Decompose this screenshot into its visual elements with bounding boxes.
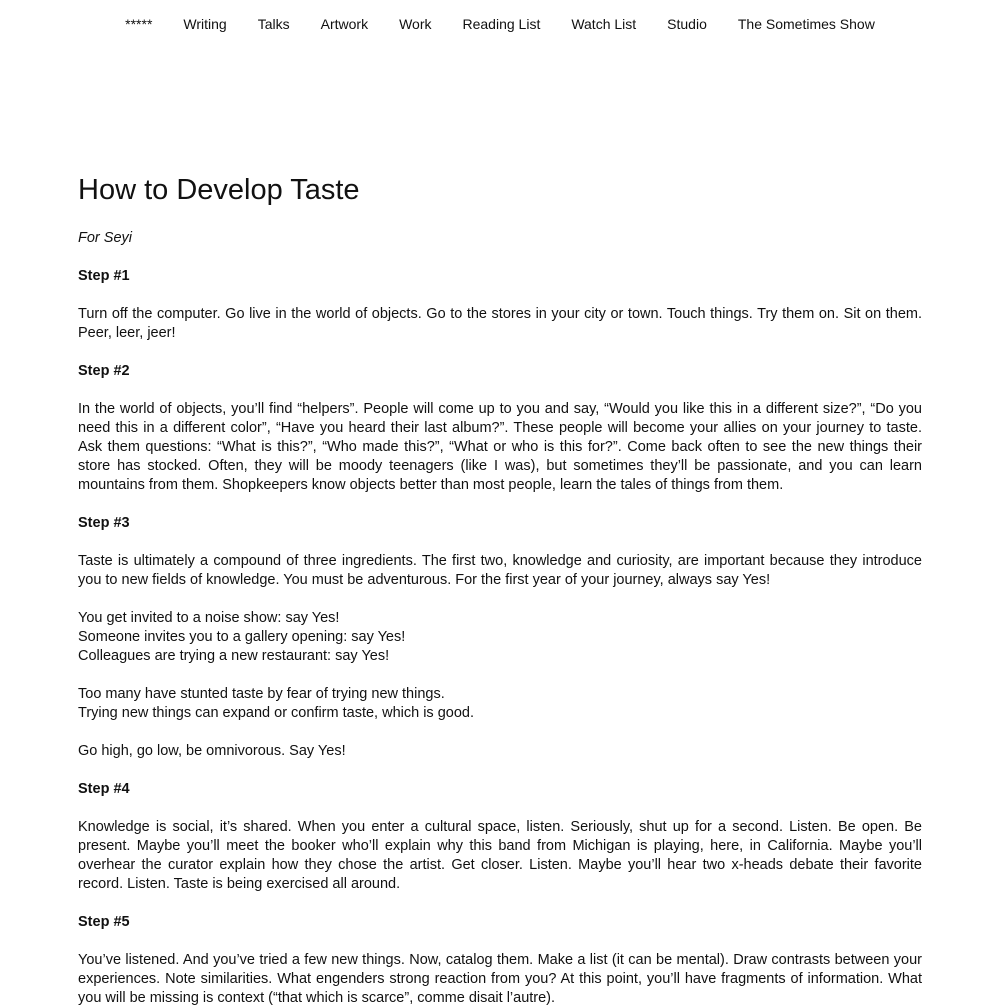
step-1-paragraph: Turn off the computer. Go live in the world of objects. Go to the stores in your city or town. Touch things. Try them on. Sit on them. Peer, leer, jeer! — [78, 306, 922, 341]
nav-link-reading-list[interactable]: Reading List — [462, 16, 541, 32]
article — [78, 170, 922, 1008]
say-yes-line: Colleagues are trying a new restaurant: say Yes! — [78, 648, 390, 664]
new-things-line: Trying new things can expand or confirm taste, which is good. — [78, 705, 474, 721]
step-3-paragraph: Taste is ultimately a compound of three ingredients. The first two, knowledge and curiosity, are important because they introduce you to new fields of knowledge. You must be adventurous. For the first year of your journey, always say Yes! — [78, 553, 922, 588]
step-5-paragraph: You’ve listened. And you’ve tried a few new things. Now, catalog them. Make a list (it can be mental). Draw contrasts between your experiences. Note similarities. What engenders strong reaction from you? At this point, you’ll have fragments of information. What you will be missing is context (“that which is scarce”, comme disait l’autre). — [78, 952, 922, 1006]
nav-link-artwork[interactable]: Artwork — [320, 16, 369, 32]
dedication: For Seyi — [78, 230, 132, 246]
nav-link-watch-list[interactable]: Watch List — [571, 16, 637, 32]
new-things-line: Too many have stunted taste by fear of trying new things. — [78, 686, 445, 702]
page-title: How to Develop Taste — [78, 174, 360, 206]
step-3-heading: Step #3 — [78, 515, 130, 531]
say-yes-line: You get invited to a noise show: say Yes! — [78, 610, 340, 626]
nav-link-writing[interactable]: Writing — [183, 16, 227, 32]
step-5-heading: Step #5 — [78, 914, 130, 930]
new-things-lines — [78, 685, 922, 723]
say-yes-list — [78, 609, 922, 666]
step-2-paragraph: In the world of objects, you’ll find “helpers”. People will come up to you and say, “Would you like this in a different size?”, “Do you need this in a different color”, “Have you heard their last album?”. These people will become your allies on your journey to taste. Ask them questions: “What is this?”, “Who made this?”, “What or who is this for?”. Come back often to see the new things their store has stocked. Often, they will be moody teenagers (like I was), but sometimes they’ll be passionate, and you can learn mountains from them. Shopkeepers know objects better than most people, learn the tales of things from them. — [78, 401, 922, 493]
nav-link-talks[interactable]: Talks — [257, 16, 290, 32]
nav-link-work[interactable]: Work — [399, 16, 432, 32]
nav-link-home[interactable]: ***** — [125, 16, 153, 32]
step-4-paragraph: Knowledge is social, it’s shared. When you enter a cultural space, listen. Seriously, shut up for a second. Listen. Be open. Be present. Maybe you’ll meet the booker who’ll explain why this band from Michigan is playing, here, in California. Maybe you’ll overhear the curator explain how they chose the artist. Get closer. Listen. Maybe you’ll hear two x-heads debate their favorite record. Listen. Taste is being exercised all around. — [78, 819, 922, 892]
top-navigation — [0, 14, 1000, 34]
step-1-heading: Step #1 — [78, 268, 130, 284]
step-3-closing: Go high, go low, be omnivorous. Say Yes! — [78, 743, 346, 759]
nav-link-studio[interactable]: Studio — [667, 16, 707, 32]
say-yes-line: Someone invites you to a gallery opening: say Yes! — [78, 629, 406, 645]
nav-link-sometimes-show[interactable]: The Sometimes Show — [737, 16, 875, 32]
step-2-heading: Step #2 — [78, 363, 130, 379]
step-4-heading: Step #4 — [78, 781, 130, 797]
